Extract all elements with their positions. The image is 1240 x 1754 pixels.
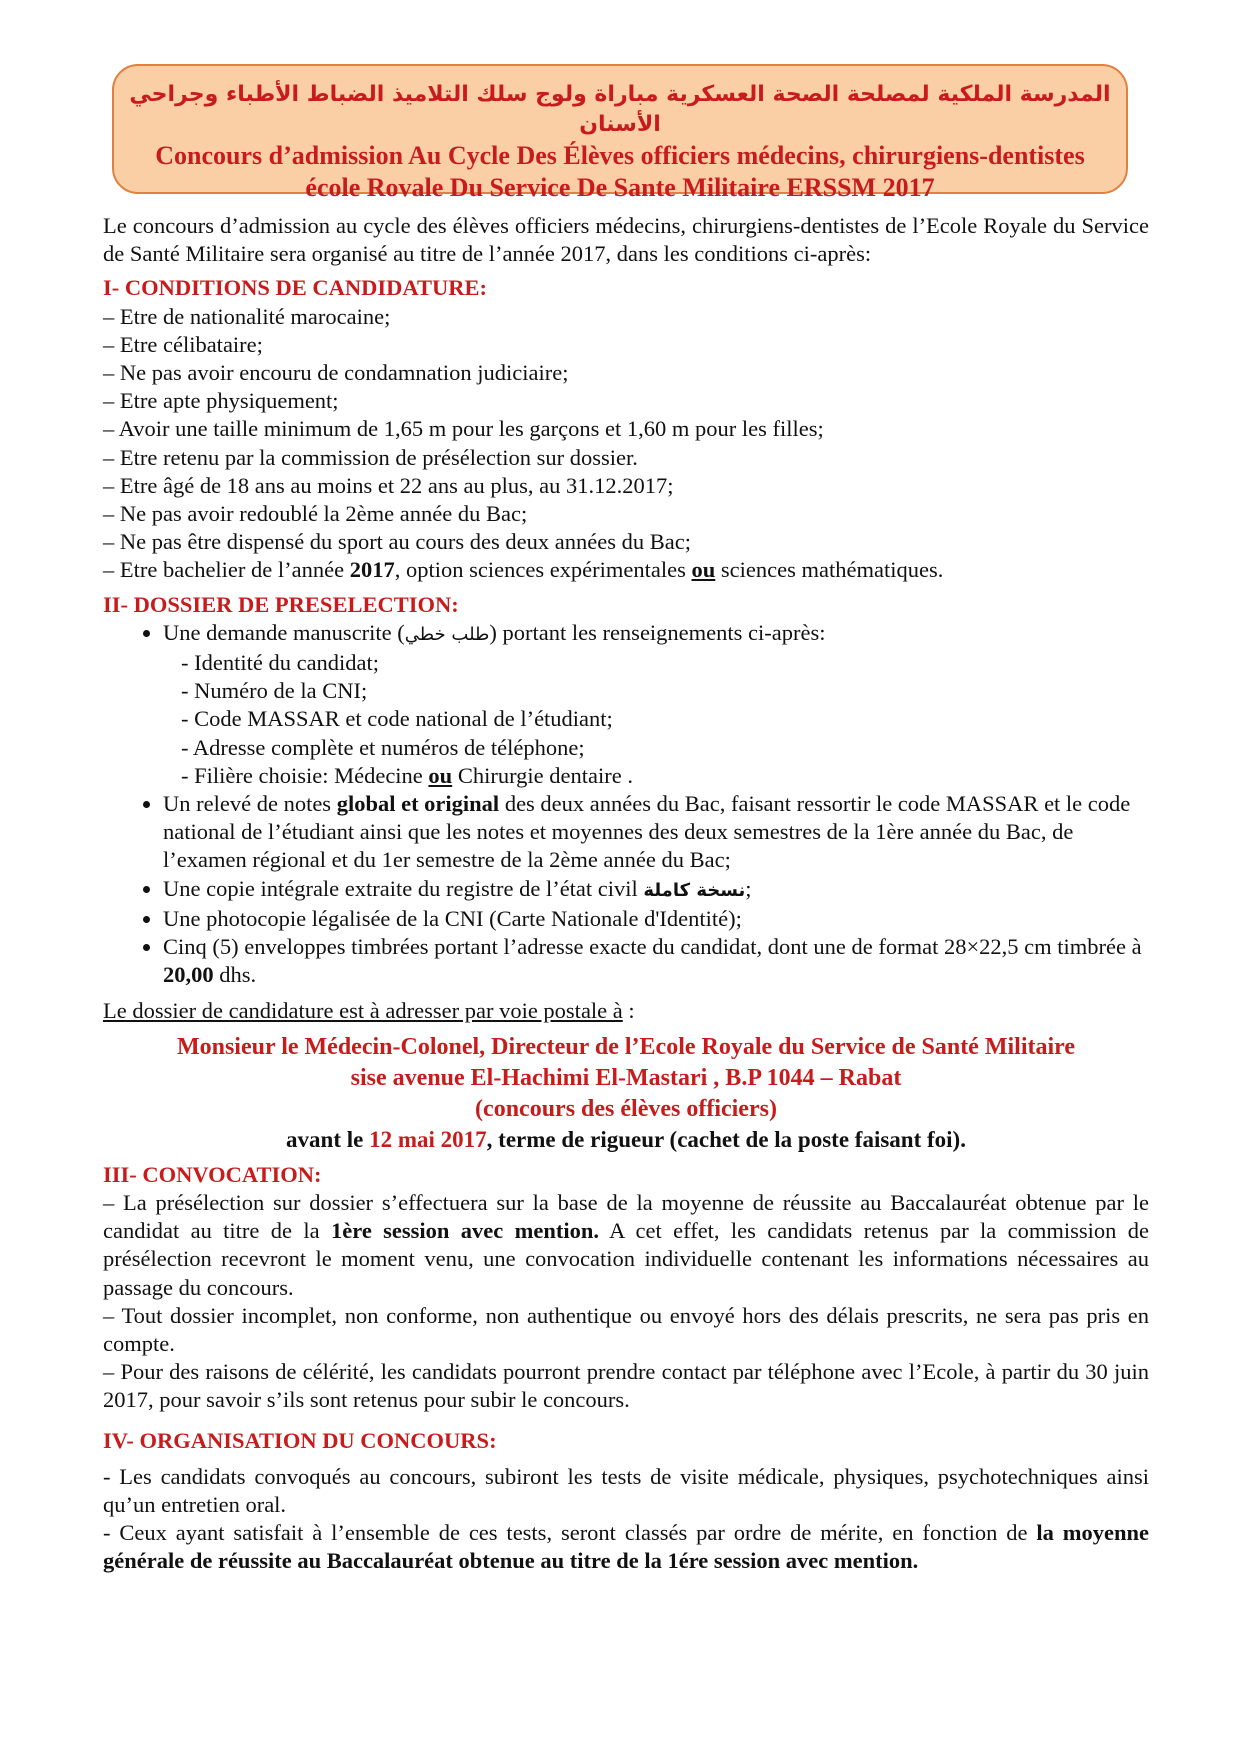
condition-item: – Etre de nationalité marocaine; (103, 303, 391, 329)
arabic-title: المدرسة الملكية لمصلحة الصحة العسكرية مباراة ولوج سلك التلاميذ الضباط الأطباء وجراحي الأسنان (129, 82, 1111, 137)
organisation-paragraph: - Les candidats convoqués au concours, subiront les tests de visite médicale, physiques, psychotechniques ainsi qu’un entretien oral. (103, 1463, 1149, 1517)
text-run: – La présélection sur dossier s’effectuera sur la base de la moyenne de réussite au Baccalauréat obtenue par le candidat au titre de la (103, 1189, 1149, 1244)
convocation-paragraph: – Pour des raisons de célérité, les candidats pourront prendre contact par téléphone avec l’Ecole, à partir du 30 juin 2017, pour savoir s’ils sont retenus pour subir le concours. (103, 1359, 1149, 1413)
deadline-line (103, 1125, 1149, 1155)
text-run: - Filière choisie: Médecine (181, 762, 429, 788)
detail-item: - Identité du candidat; (181, 650, 380, 676)
text-run: Un relevé de notes (163, 791, 337, 817)
intro-paragraph: Le concours d’admission au cycle des élèves officiers médecins, chirurgiens-dentistes de l’Ecole Royale du Service de Santé Militaire sera organisé au titre de l’année 2017, dans les conditions ci-après: (103, 213, 1149, 267)
postal-address (103, 1032, 1149, 1125)
text-run: Une copie intégrale extraite du registre de l’état civil (163, 875, 644, 901)
convocation-paragraph: – Tout dossier incomplet, non conforme, non authentique ou envoyé hors des délais prescrits, ne sera pas pris en compte. (103, 1302, 1149, 1356)
text-run: avant le (286, 1126, 370, 1152)
section-1-heading: I- CONDITIONS DE CANDIDATURE: (103, 275, 487, 301)
address-line: (concours des élèves officiers) (475, 1095, 777, 1122)
text-run: Chirurgie dentaire . (452, 762, 633, 788)
detail-item: - Adresse complète et numéros de téléphone; (181, 734, 585, 760)
text-run: : (622, 998, 635, 1024)
condition-item: – Etre célibataire; (103, 331, 263, 357)
dossier-item: • Une photocopie légalisée de la CNI (Carte Nationale d'Identité); (163, 905, 1149, 933)
deadline-date: 12 mai 2017 (369, 1126, 487, 1152)
arabic-inline: نسخة كاملة (643, 879, 746, 901)
condition-item: – Ne pas être dispensé du sport au cours des deux années du Bac; (103, 529, 691, 555)
condition-item: – Etre retenu par la commission de présélection sur dossier. (103, 444, 638, 470)
address-line: sise avenue El-Hachimi El-Mastari , B.P 1044 – Rabat (350, 1064, 902, 1091)
organisation-paragraph (103, 1519, 1149, 1575)
text-run: - Ceux ayant satisfait à l’ensemble de ces tests, seront classés par ordre de mérite, en fonction de (103, 1520, 1037, 1546)
condition-item (103, 556, 1149, 584)
text-run: , terme de rigueur (cachet de la poste faisant foi). (486, 1126, 966, 1152)
section-2-heading: II- DOSSIER DE PRESELECTION: (103, 591, 459, 617)
bold-text: la moyenne générale de réussite au Baccalauréat obtenue au titre de la 1ére session avec mention. (103, 1520, 1150, 1574)
section-3-heading: III- CONVOCATION: (103, 1161, 322, 1187)
dossier-item (163, 790, 1149, 875)
detail-item (181, 762, 1149, 790)
dossier-item (163, 619, 1149, 790)
text-run: des deux années du Bac, faisant ressortir le code MASSAR et le code national de l’étudiant ainsi que les notes et moyennes des deux semestres de la 1ère année du Bac, de l’examen régional et du 1er semestre de la 2ème année du Bac; (163, 791, 1131, 873)
text-run: Cinq (5) enveloppes timbrées portant l’adresse exacte du candidat, dont une de format 28×22,5 cm timbrée à (163, 934, 1142, 960)
french-title: Concours d’admission Au Cycle Des Élèves officiers médecins, chirurgiens-dentistes école Rovale Du Service De Sante Militaire ERSSM 2017 (155, 141, 1085, 202)
address-line: Monsieur le Médecin-Colonel, Directeur de l’Ecole Royale du Service de Santé Militaire (176, 1033, 1076, 1060)
address-lead (103, 997, 1149, 1025)
condition-item: – Etre apte physiquement; (103, 388, 339, 414)
detail-item: - Code MASSAR et code national de l’étudiant; (181, 706, 613, 732)
condition-item: – Ne pas avoir encouru de condamnation judiciaire; (103, 360, 569, 386)
dossier-item (163, 875, 1149, 905)
condition-item: – Ne pas avoir redoublé la 2ème année du Bac; (103, 501, 528, 527)
text-run: ; (745, 875, 752, 901)
bold-amount: 20,00 (163, 962, 214, 988)
dossier-list (103, 619, 1149, 990)
text-run: Une demande manuscrite ( (163, 619, 405, 645)
underlined-ou: ou (428, 762, 453, 788)
section-4-heading: IV- ORGANISATION DU CONCOURS: (103, 1427, 497, 1453)
bold-year: 2017 (349, 557, 395, 583)
text-run: sciences mathématiques. (715, 557, 944, 583)
detail-item: - Numéro de la CNI; (181, 678, 368, 704)
dossier-item (163, 933, 1149, 989)
document-body (103, 212, 1149, 1576)
text-run: A cet effet, les candidats retenus par la commission de présélection recevront le moment venu, une convocation individuelle contenant les informations nécessaires au passage du concours. (103, 1218, 1150, 1300)
underlined-lead: Le dossier de candidature est à adresser par voie postale à (103, 998, 623, 1024)
title-banner (112, 64, 1128, 202)
arabic-inline: طلب خطي (404, 623, 490, 645)
conditions-list (103, 303, 1149, 585)
bold-text: 1ère session avec mention. (331, 1218, 600, 1244)
request-details-list (163, 649, 1149, 790)
text-run: dhs. (213, 962, 257, 988)
bold-text: global et original (336, 791, 500, 817)
text-run: ) portant les renseignements ci-après: (489, 619, 826, 645)
condition-item: – Etre âgé de 18 ans au moins et 22 ans au plus, au 31.12.2017; (103, 472, 674, 498)
underlined-ou: ou (691, 557, 716, 583)
text-run: , option sciences expérimentales (394, 557, 692, 583)
text-run: – Etre bachelier de l’année (103, 557, 350, 583)
convocation-paragraph (103, 1189, 1149, 1302)
condition-item: – Avoir une taille minimum de 1,65 m pour les garçons et 1,60 m pour les filles; (103, 416, 824, 442)
